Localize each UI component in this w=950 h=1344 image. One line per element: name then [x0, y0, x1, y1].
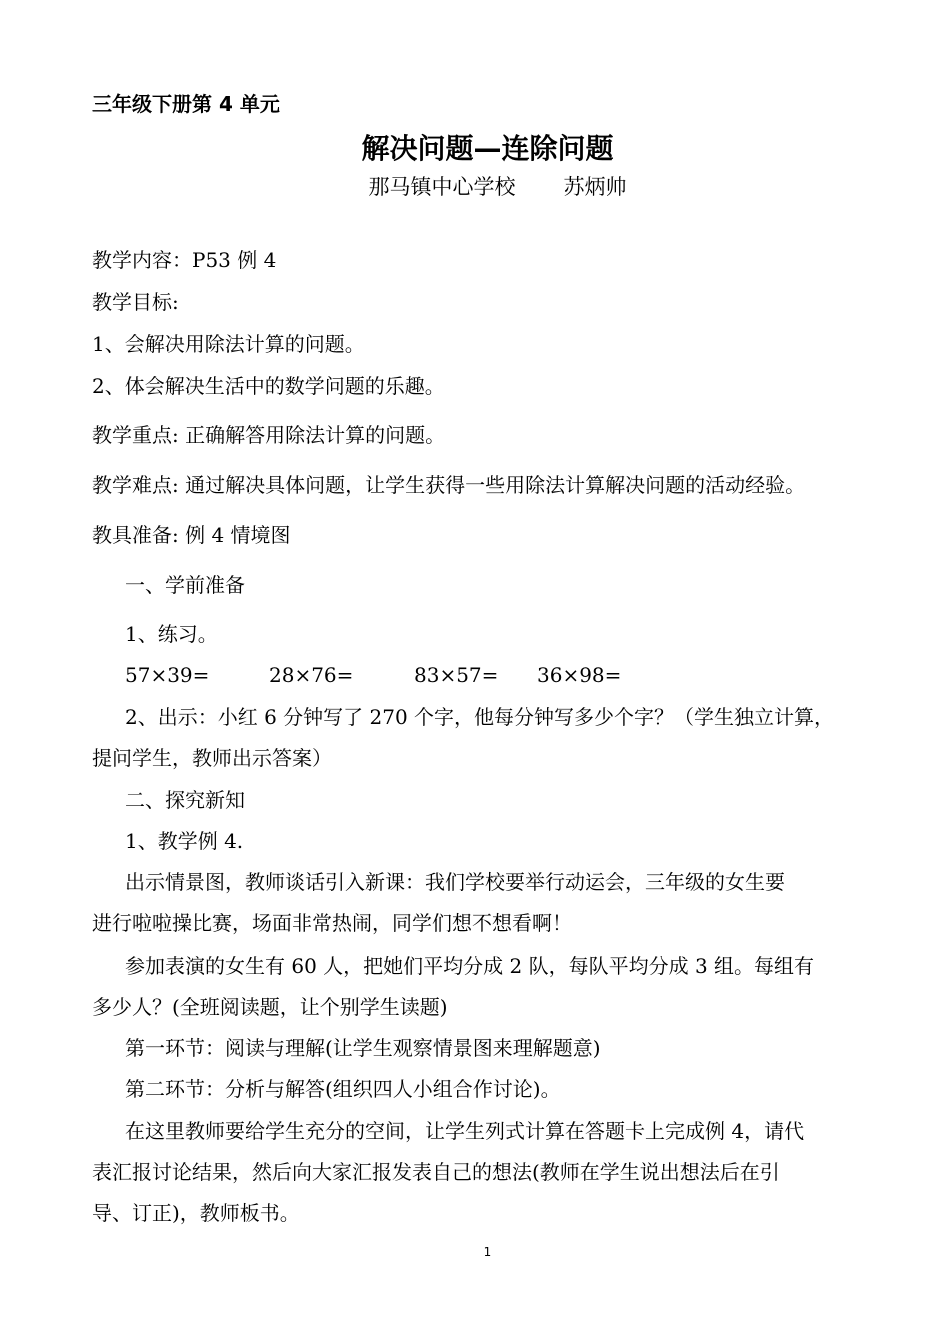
page-title: 解决问题—连除问题 — [361, 132, 614, 165]
intro-line-1: 出示情景图，教师谈话引入新课：我们学校要举行动运会，三年级的女生要 — [125, 870, 785, 894]
tools: 教具准备: 例 4 情境图 — [92, 523, 291, 547]
page-number: 1 — [483, 1245, 492, 1259]
key-point: 教学重点: 正确解答用除法计算的问题。 — [92, 423, 446, 447]
exercise-item: 83×57= — [414, 663, 499, 687]
difficulty: 教学难点: 通过解决具体问题，让学生获得一些用除法计算解决问题的活动经验。 — [92, 473, 806, 497]
unit-header: 三年级下册第 4 单元 — [92, 92, 280, 116]
step-1: 第一环节：阅读与理解(让学生观察情景图来理解题意) — [125, 1036, 601, 1060]
goals-heading: 教学目标: — [92, 290, 179, 314]
teaching-content: 教学内容：P53 例 4 — [92, 248, 277, 272]
goal-1: 1、会解决用除法计算的问题。 — [92, 332, 365, 356]
problem-line-2: 多少人？(全班阅读题，让个别学生读题) — [92, 995, 448, 1019]
space-line-3: 导、订正)，教师板书。 — [92, 1201, 300, 1225]
author-name: 苏炳帅 — [563, 175, 627, 199]
example-heading: 1、教学例 4. — [125, 829, 244, 853]
author-line — [0, 174, 950, 200]
problem-line-1: 参加表演的女生有 60 人，把她们平均分成 2 队，每队平均分成 3 组。每组有 — [125, 954, 815, 978]
show-problem-line-1: 2、出示：小红 6 分钟写了 270 个字，他每分钟写多少个字？（学生独立计算， — [125, 705, 835, 729]
exercise-item: 57×39= — [125, 663, 210, 687]
goal-2: 2、体会解决生活中的数学问题的乐趣。 — [92, 374, 445, 398]
show-problem-line-2: 提问学生，教师出示答案） — [92, 746, 332, 770]
exercise-item: 36×98= — [537, 663, 622, 687]
exercise-row — [125, 662, 621, 688]
exercise-item: 28×76= — [269, 663, 354, 687]
space-line-1: 在这里教师要给学生充分的空间，让学生列式计算在答题卡上完成例 4，请代 — [125, 1119, 805, 1143]
space-line-2: 表汇报讨论结果，然后向大家汇报发表自己的想法(教师在学生说出想法后在引 — [92, 1160, 780, 1184]
section-1-heading: 一、学前准备 — [125, 573, 245, 597]
practice-heading: 1、练习。 — [125, 622, 218, 646]
intro-line-2: 进行啦啦操比赛，场面非常热闹，同学们想不想看啊！ — [92, 911, 572, 935]
section-2-heading: 二、探究新知 — [125, 788, 245, 812]
step-2: 第二环节：分析与解答(组织四人小组合作讨论)。 — [125, 1077, 561, 1101]
author-school: 那马镇中心学校 — [368, 175, 516, 199]
